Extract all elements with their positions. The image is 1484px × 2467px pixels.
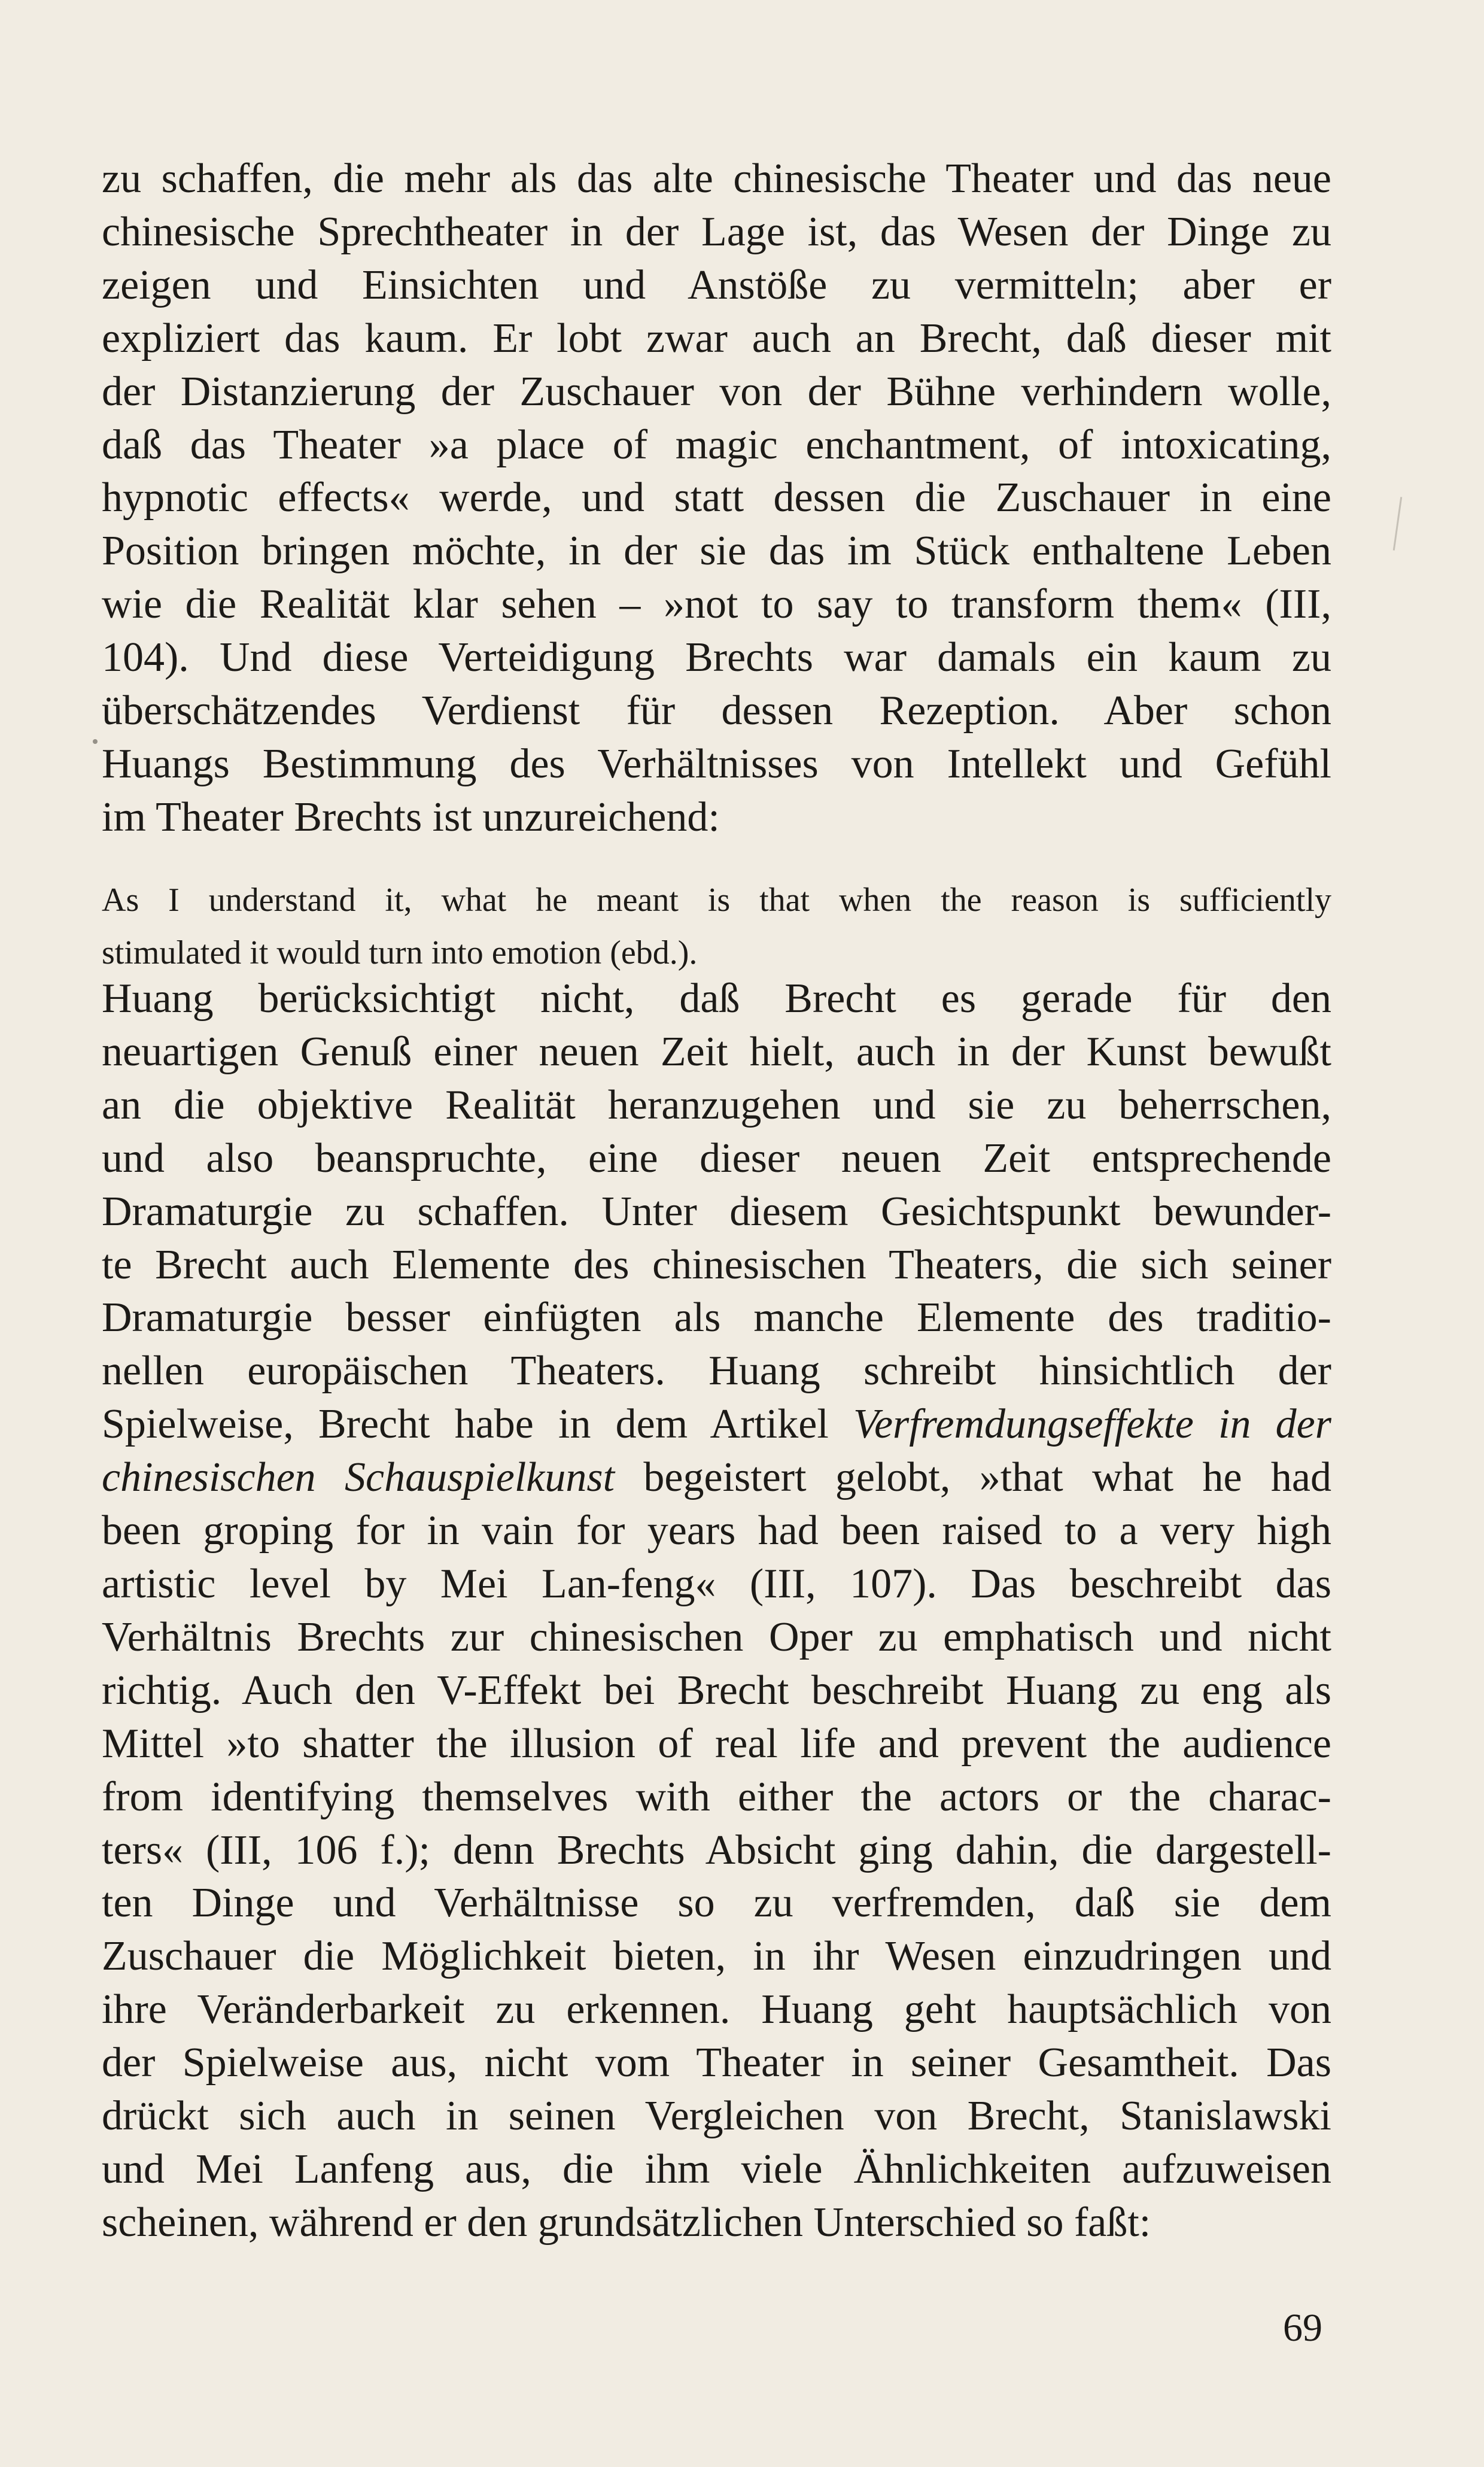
text-line: Dramaturgie zu schaffen. Unter diesem Gesichtspunkt bewunder-	[102, 1188, 1331, 1235]
text-line: daß das Theater »a place of magic enchantment, of intoxicating,	[102, 421, 1331, 468]
text-line: und also beanspruchte, eine dieser neuen Zeit entsprechende	[102, 1135, 1331, 1181]
text-line: chinesische Sprechtheater in der Lage ist, das Wesen der Dinge zu	[102, 208, 1331, 255]
text-line: ters« (III, 106 f.); denn Brechts Absicht ging dahin, die dargestell-	[102, 1827, 1331, 1873]
text-line: der Distanzierung der Zuschauer von der Bühne verhindern wolle,	[102, 368, 1331, 415]
text-line: expliziert das kaum. Er lobt zwar auch an Brecht, daß dieser mit	[102, 315, 1331, 361]
paragraph-1	[102, 153, 1331, 844]
text-line: Position bringen möchte, in der sie das im Stück enthaltene Leben	[102, 528, 1331, 575]
text-line: Huang berücksichtigt nicht, daß Brecht es gerade für den	[102, 976, 1331, 1022]
text-line: an die objektive Realität heranzugehen und sie zu beherrschen,	[102, 1081, 1331, 1128]
text-line: Huangs Bestimmung des Verhältnisses von Intellekt und Gefühl	[102, 740, 1331, 787]
text-line: Verhältnis Brechts zur chinesischen Oper zu emphatisch und nicht	[102, 1614, 1331, 1660]
text-line: überschätzendes Verdienst für dessen Rezeption. Aber schon	[102, 688, 1331, 734]
block-quote	[102, 874, 1331, 979]
text-line: und Mei Lanfeng aus, die ihm viele Ähnlichkeiten aufzuweisen	[102, 2146, 1331, 2192]
text-line: zu schaffen, die mehr als das alte chinesische Theater und das neue	[102, 156, 1331, 202]
text-line: neuartigen Genuß einer neuen Zeit hielt, auch in der Kunst bewußt	[102, 1028, 1331, 1075]
quote-line: As I understand it, what he meant is that when the reason is sufficiently	[102, 882, 1331, 919]
article-title-italic: Verfremdungseffekte in der	[853, 1401, 1331, 1448]
quote-line: stimulated it would turn into emotion (ebd.).	[102, 934, 698, 971]
text-line: te Brecht auch Elemente des chinesischen Theaters, die sich seiner	[102, 1241, 1331, 1288]
text-line: scheinen, während er den grundsätzlichen Unterschied so faßt:	[102, 2199, 1151, 2246]
text-line-with-title	[102, 1451, 1331, 1505]
text-line: from identifying themselves with either the actors or the charac-	[102, 1773, 1331, 1820]
text-line: im Theater Brechts ist unzureichend:	[102, 794, 720, 840]
text-line: 104). Und diese Verteidigung Brechts war damals ein kaum zu	[102, 634, 1331, 681]
text-line: wie die Realität klar sehen – »not to say to transform them« (III,	[102, 581, 1331, 628]
text-line: zeigen und Einsichten und Anstöße zu vermitteln; aber er	[102, 262, 1331, 308]
text-line: artistic level by Mei Lan-feng« (III, 107). Das beschreibt das	[102, 1560, 1331, 1607]
text-line: der Spielweise aus, nicht vom Theater in seiner Gesamtheit. Das	[102, 2040, 1331, 2086]
paragraph-2-text	[102, 973, 1331, 2250]
text-line: richtig. Auch den V-Effekt bei Brecht beschreibt Huang zu eng als	[102, 1667, 1331, 1713]
text-line: ten Dinge und Verhältnisse so zu verfremden, daß sie dem	[102, 1880, 1331, 1927]
text-line: Zuschauer die Möglichkeit bieten, in ihr Wesen einzudringen und	[102, 1933, 1331, 1980]
text-line: nellen europäischen Theaters. Huang schreibt hinsichtlich der	[102, 1348, 1331, 1394]
text-line: hypnotic effects« werde, und statt dessen die Zuschauer in eine	[102, 475, 1331, 521]
text-line: drückt sich auch in seinen Vergleichen von Brecht, Stanislawski	[102, 2093, 1331, 2140]
stray-pencil-mark	[1393, 497, 1402, 551]
text-line: ihre Veränderbarkeit zu erkennen. Huang geht hauptsächlich von	[102, 1986, 1331, 2033]
text-line: been groping for in vain for years had been raised to a very high	[102, 1508, 1331, 1554]
stray-dot-mark	[93, 739, 98, 744]
paragraph-1-text	[102, 153, 1331, 844]
text-segment: Spielweise, Brecht habe in dem Artikel	[102, 1401, 853, 1448]
text-segment: begeistert gelobt, »that what he had	[615, 1454, 1331, 1501]
text-line: Mittel »to shatter the illusion of real life and prevent the audience	[102, 1720, 1331, 1767]
paragraph-2	[102, 973, 1331, 2250]
text-line-with-title	[102, 1398, 1331, 1451]
article-title-italic: chinesischen Schauspielkunst	[102, 1454, 615, 1501]
text-line: Dramaturgie besser einfügten als manche Elemente des traditio-	[102, 1295, 1331, 1341]
page-number: 69	[1283, 2306, 1322, 2350]
